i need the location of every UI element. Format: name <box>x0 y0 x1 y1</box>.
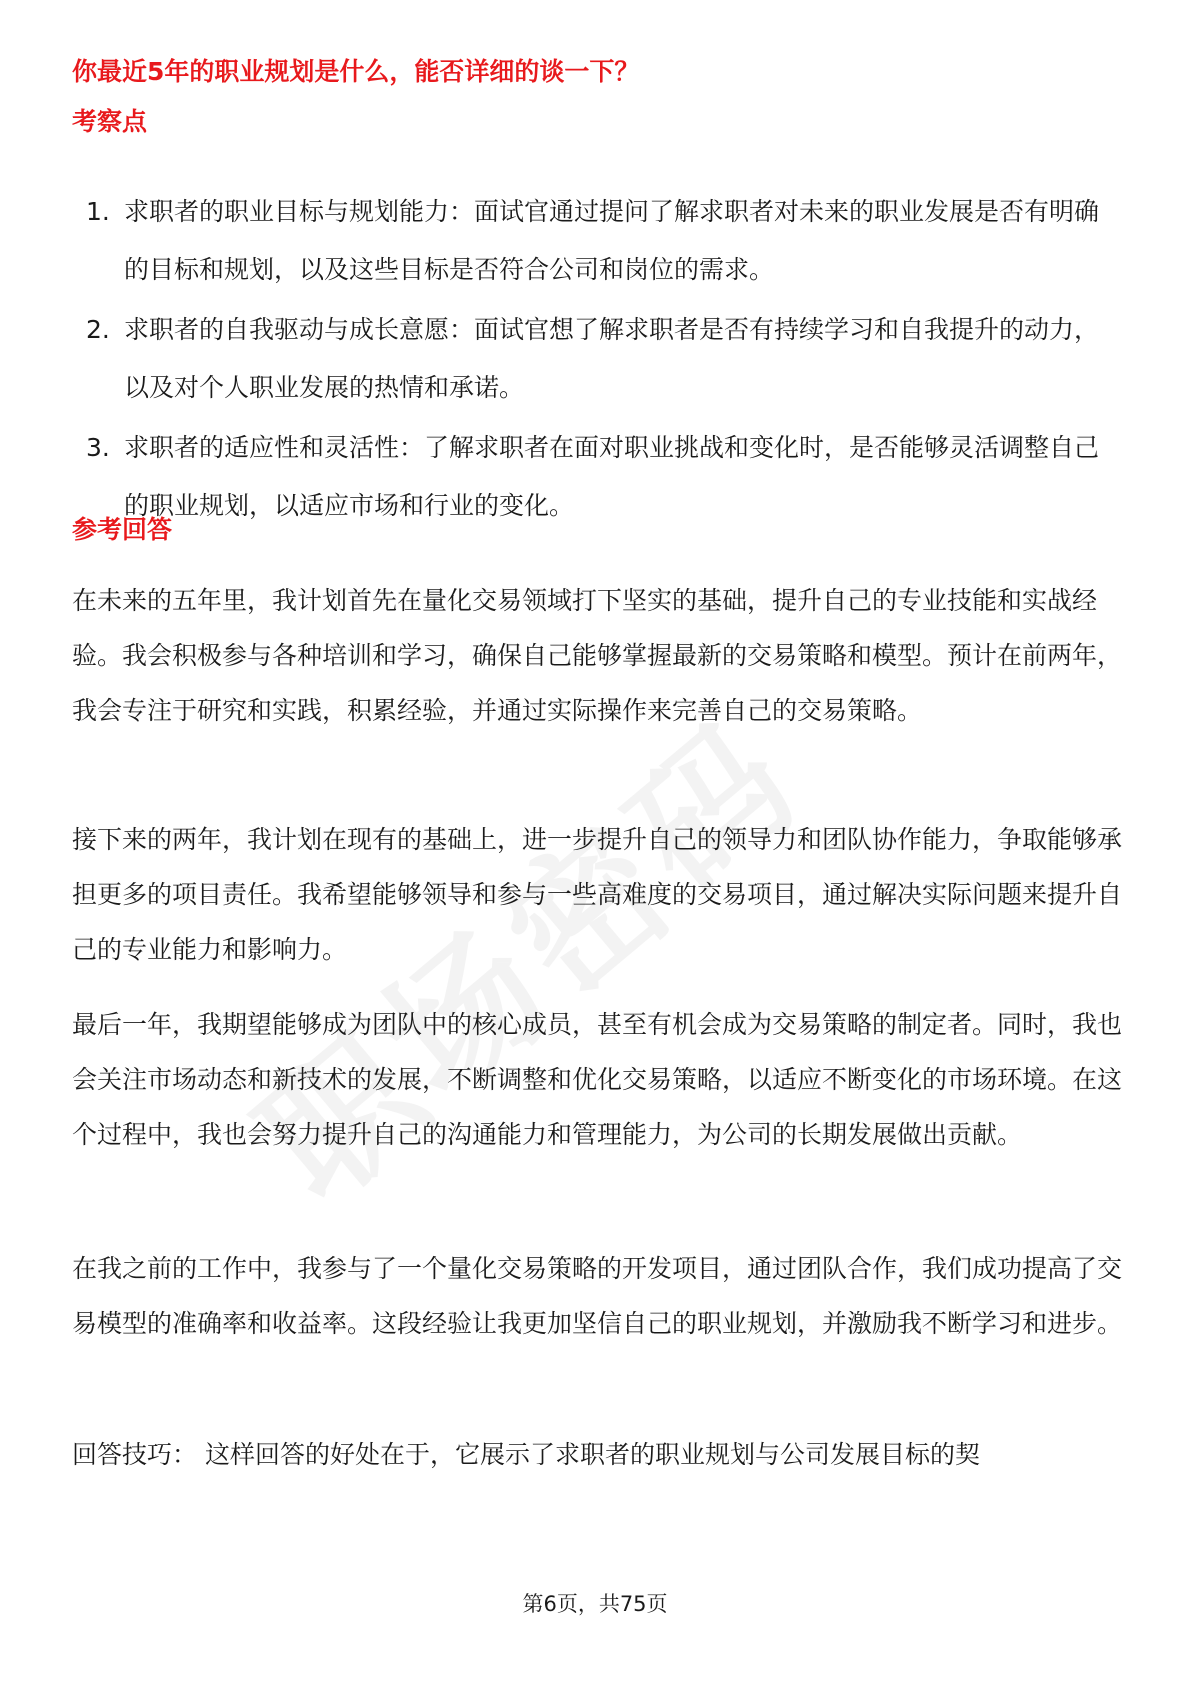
paragraph-2: 接下来的两年，我计划在现有的基础上，进一步提升自己的领导力和团队协作能力，争取能够承担更多的项目责任。我希望能够领导和参与一些高难度的交易项目，通过解决实际问题来提升自己的专业能力和影响力。 <box>72 825 1123 964</box>
points-list <box>72 183 1122 537</box>
section-title-cankao: 参考回答 <box>72 515 173 544</box>
list-number: 3. <box>86 433 110 462</box>
list-item <box>72 183 1122 299</box>
list-text: 求职者的适应性和灵活性：了解求职者在面对职业挑战和变化时，是否能够灵活调整自己的职业规划，以适应市场和行业的变化。 <box>124 433 1100 520</box>
paragraph-3: 最后一年，我期望能够成为团队中的核心成员，甚至有机会成为交易策略的制定者。同时，我也会关注市场动态和新技术的发展，不断调整和优化交易策略，以适应不断变化的市场环境。在这个过程中，我也会努力提升自己的沟通能力和管理能力，为公司的长期发展做出贡献。 <box>72 1010 1123 1149</box>
paragraph-5: 回答技巧： 这样回答的好处在于，它展示了求职者的职业规划与公司发展目标的契 <box>72 1440 980 1469</box>
paragraph-4: 在我之前的工作中，我参与了一个量化交易策略的开发项目，通过团队合作，我们成功提高了交易模型的准确率和收益率。这段经验让我更加坚信自己的职业规划，并激励我不断学习和进步。 <box>72 1254 1123 1338</box>
list-item <box>72 419 1122 535</box>
list-number: 2. <box>86 315 110 344</box>
page-footer: 第6页，共75页 <box>522 1592 668 1616</box>
list-number: 1. <box>86 197 110 226</box>
paragraph-1: 在未来的五年里，我计划首先在量化交易领域打下坚实的基础，提升自己的专业技能和实战经验。我会积极参与各种培训和学习，确保自己能够掌握最新的交易策略和模型。预计在前两年，我会专注于研究和实践，积累经验，并通过实际操作来完善自己的交易策略。 <box>72 586 1123 725</box>
question-heading: 你最近5年的职业规划是什么，能否详细的谈一下？ <box>72 57 640 86</box>
list-text: 求职者的自我驱动与成长意愿：面试官想了解求职者是否有持续学习和自我提升的动力，以及对个人职业发展的热情和承诺。 <box>124 315 1100 402</box>
list-item <box>72 301 1122 417</box>
list-text: 求职者的职业目标与规划能力：面试官通过提问了解求职者对未来的职业发展是否有明确的目标和规划，以及这些目标是否符合公司和岗位的需求。 <box>124 197 1100 284</box>
section-title-kaochadian: 考察点 <box>72 107 148 136</box>
